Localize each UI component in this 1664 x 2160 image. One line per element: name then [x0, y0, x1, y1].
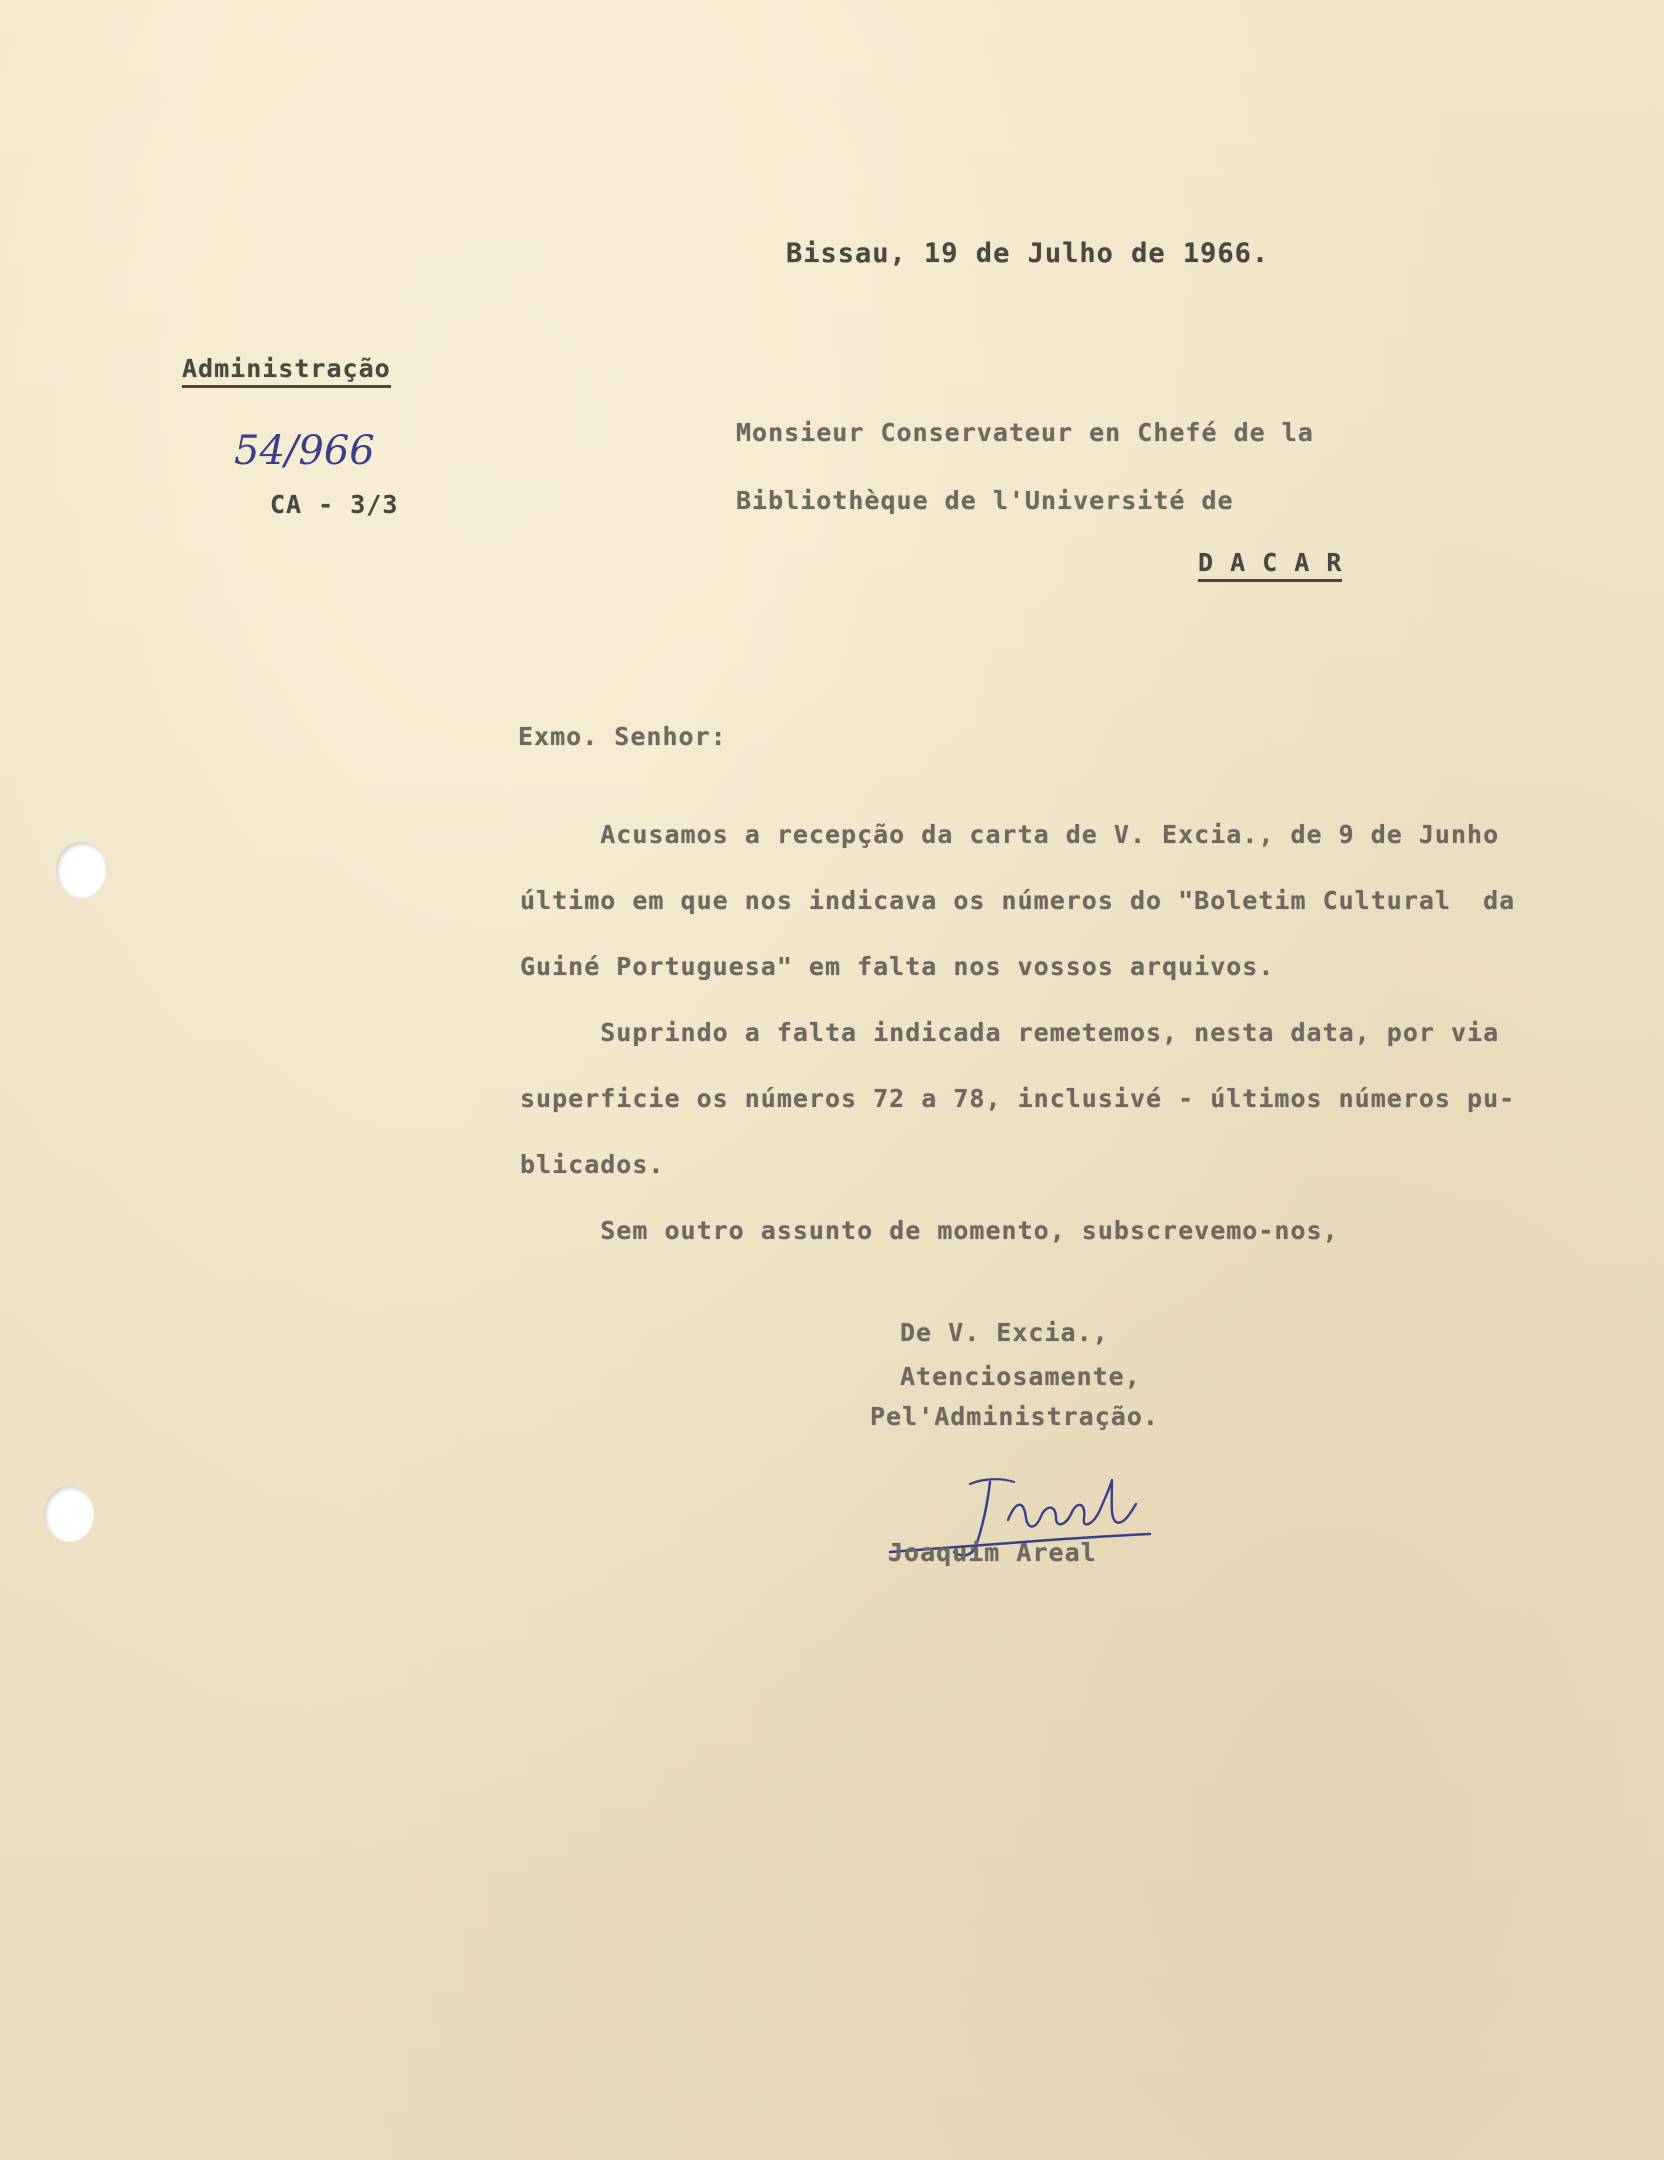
body-line: Guiné Portuguesa" em falta nos vossos arquivos.: [520, 952, 1275, 981]
closing-line-1: De V. Excia.,: [900, 1318, 1109, 1347]
recipient-city: D A C A R: [1198, 548, 1342, 582]
closing-line-2: Atenciosamente,: [900, 1362, 1141, 1391]
closing-line-3: Pel'Administração.: [870, 1402, 1159, 1431]
punch-hole-top: [56, 842, 106, 898]
reference-code: CA - 3/3: [270, 490, 399, 519]
date-line: Bissau, 19 de Julho de 1966.: [786, 238, 1270, 269]
body-line: superficie os números 72 a 78, inclusivé - últimos números pu-: [520, 1084, 1516, 1113]
body-line: blicados.: [520, 1150, 665, 1179]
punch-hole-bottom: [44, 1486, 94, 1542]
body-line: último em que nos indicava os números do "Boletim Cultural da: [520, 886, 1516, 915]
body-line: Suprindo a falta indicada remetemos, nesta data, por via: [520, 1018, 1500, 1047]
handwritten-reference-number: 54/966: [234, 428, 375, 474]
department-heading: Administração: [182, 354, 391, 388]
body-line: Acusamos a recepção da carta de V. Excia., de 9 de Junho: [520, 820, 1500, 849]
body-line: Sem outro assunto de momento, subscrevemo-nos,: [520, 1216, 1339, 1245]
salutation: Exmo. Senhor:: [518, 722, 727, 751]
recipient-line-1: Monsieur Conservateur en Chefé de la: [736, 418, 1314, 447]
recipient-line-2: Bibliothèque de l'Université de: [736, 486, 1234, 515]
signatory-name: Joaquim Areal: [888, 1538, 1097, 1567]
